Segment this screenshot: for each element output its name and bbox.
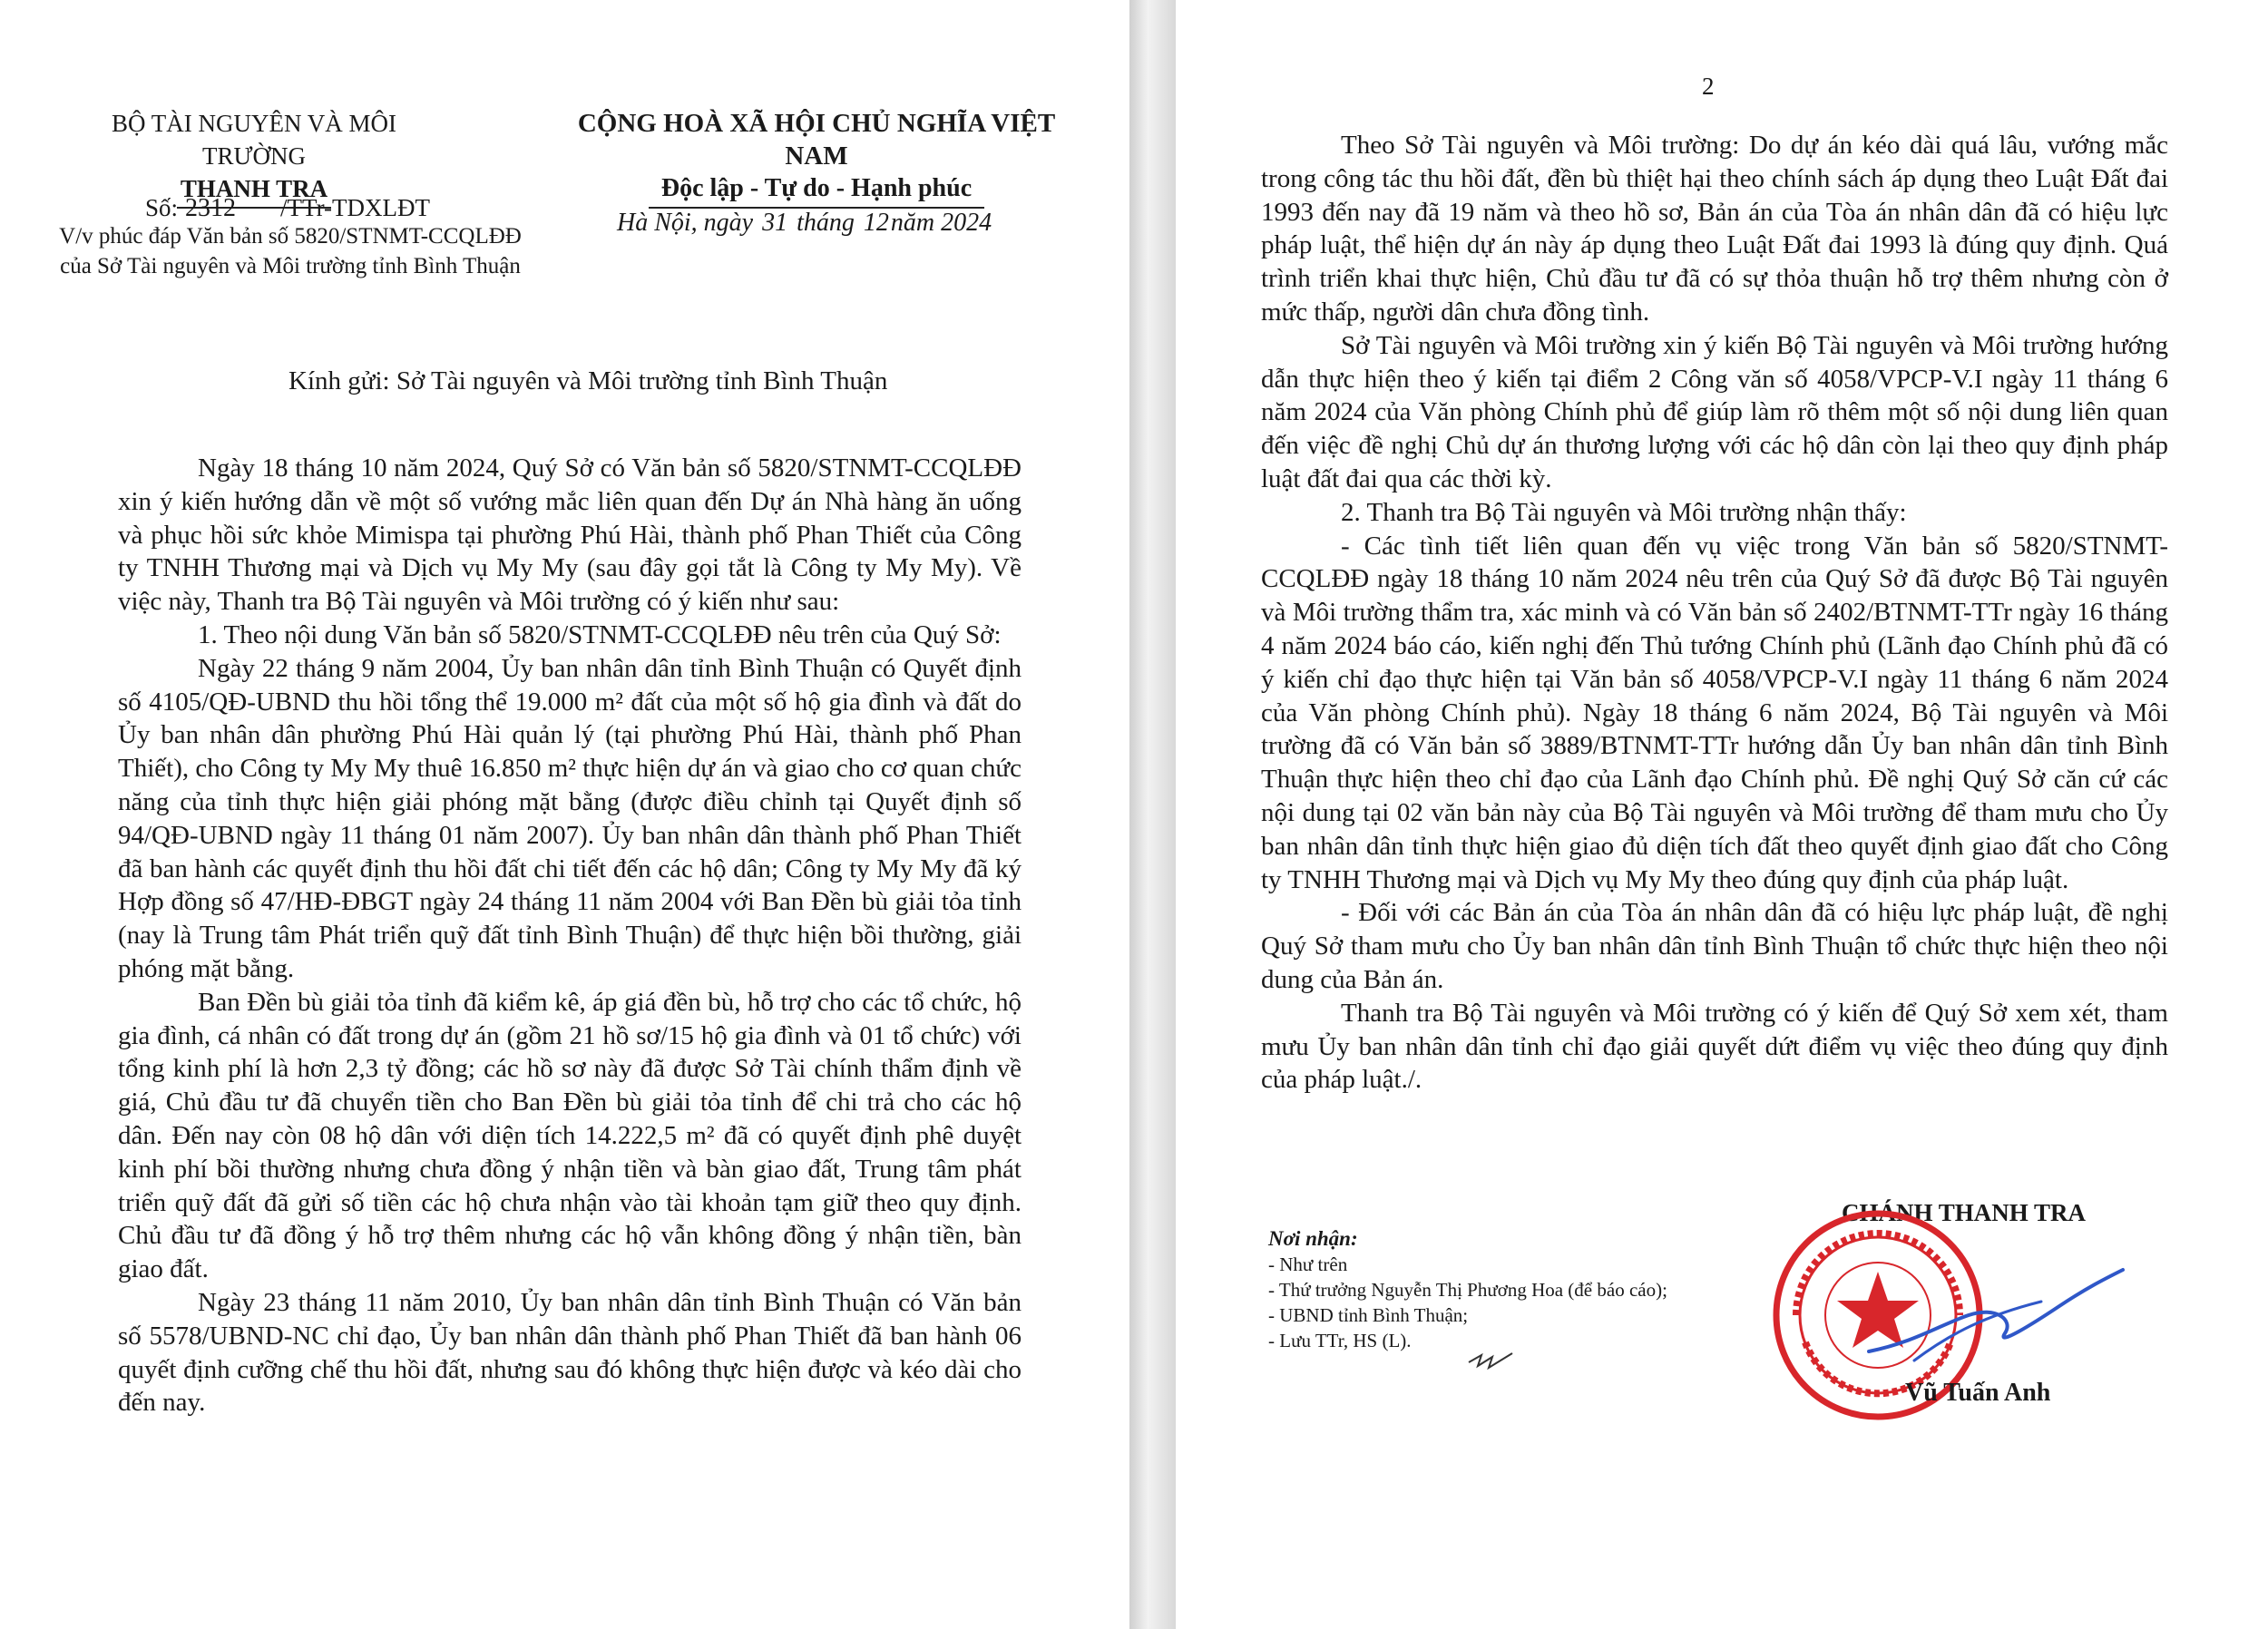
- paragraph: Ngày 22 tháng 9 năm 2004, Ủy ban nhân dân tỉnh Bình Thuận có Quyết định số 4105/QĐ-UBND thu hồi tổng thể 19.000 m² đất của một số hộ gia đình và đất do Ủy ban nhân dân phường Phú Hài quản lý (tại phường Phú Hài, thành phố Phan Thiết), cho Công ty My My thuê 16.850 m² thực hiện dự án và giao cho cơ quan chức năng của tỉnh thực hiện giải phóng mặt bằng (được điều chỉnh tại Quyết định số 94/QĐ-UBND ngày 11 tháng 01 năm 2007). Ủy ban nhân dân thành phố Phan Thiết đã ban hành các quyết định thu hồi đất chi tiết đến các hộ dân; Công ty My My đã ký Hợp đồng số 47/HĐ-ĐBGT ngày 24 tháng 11 năm 2004 với Ban Đền bù giải tỏa tỉnh (nay là Trung tâm Phát triển quỹ đất tỉnh Bình Thuận) để thực hiện bồi thường, giải phóng mặt bằng.: [118, 653, 1022, 983]
- page-number: 2: [1702, 73, 1715, 100]
- signer-title: CHÁNH THANH TRA: [1842, 1199, 2087, 1226]
- country-name: CỘNG HOÀ XÃ HỘI CHỦ NGHĨA VIỆT NAM: [577, 109, 1056, 171]
- date-month: 12: [863, 209, 889, 237]
- national-motto: Độc lập - Tự do - Hạnh phúc: [660, 174, 973, 202]
- paragraph: Theo Sở Tài nguyên và Môi trường: Do dự án kéo dài quá lâu, vướng mắc trong công tác thu hồi đất, đền bù thiệt hại theo chính sách áp dụng theo Luật Đất đai 1993 đến nay đã 19 năm và theo hồ sơ, Bản án của Tòa án nhân dân đã có hiệu lực pháp luật, thể hiện dự án này áp dụng theo Luật Đất đai 1993 là đúng quy định. Quá trình triển khai thực hiện, Chủ đầu tư đã có sự thỏa thuận hỗ trợ thêm nhưng còn ở mức thấp, người dân chưa đồng tình.: [1261, 131, 2168, 327]
- date-day: 31: [762, 209, 788, 237]
- doc-number-value: 2312: [185, 194, 237, 222]
- recipients-title: Nơi nhận:: [1268, 1227, 1358, 1250]
- paragraph: - Các tình tiết liên quan đến vụ việc trong Văn bản số 5820/STNMT-CCQLĐĐ ngày 18 tháng 10 năm 2024 nêu trên của Quý Sở đã được Bộ Tài nguyên và Môi trường thẩm tra, xác minh và có Văn bản số 2402/BTNMT-TTr ngày 16 tháng 4 năm 2024 báo cáo, kiến nghị đến Thủ tướng Chính phủ (Lãnh đạo Chính phủ đã có ý kiến chỉ đạo thực hiện tại Văn bản số 4058/VPCP-V.I ngày 11 tháng 6 năm 2024 của Văn phòng Chính phủ). Ngày 18 tháng 6 năm 2024, Bộ Tài nguyên và Môi trường đã có Văn bản số 3889/BTNMT-TTr hướng dẫn Ủy ban nhân dân tỉnh Bình Thuận thực hiện theo chỉ đạo của Lãnh đạo Chính phủ. Đề nghị Quý Sở căn cứ các nội dung tại 02 văn bản này của Bộ Tài nguyên và Môi trường để tham mưu cho Ủy ban nhân dân tỉnh thực hiện giao đủ diện tích đất theo quyết định giao đất cho Công ty TNHH Thương mại và Dịch vụ My My theo đúng quy định của pháp luật.: [1261, 531, 2168, 894]
- recipients-block: [1268, 1226, 1776, 1353]
- page-gutter: [1129, 0, 1176, 1629]
- doc-number-suffix: /TTr-TDXLĐT: [280, 194, 430, 221]
- recipient-item: - UBND tỉnh Bình Thuận;: [1268, 1304, 1469, 1326]
- issue-date: [617, 209, 992, 238]
- department-name: THANH TRA: [180, 175, 328, 202]
- signature-mark: [1860, 1252, 2132, 1379]
- date-year: năm 2024: [890, 209, 992, 237]
- document-number: [145, 192, 430, 224]
- recipient-item: - Thứ trưởng Nguyễn Thị Phương Hoa (để báo cáo);: [1268, 1279, 1667, 1301]
- date-month-word: tháng: [797, 209, 855, 237]
- paragraph: Thanh tra Bộ Tài nguyên và Môi trường có ý kiến để Quý Sở xem xét, tham mưu Ủy ban nhân dân tỉnh chỉ đạo giải quyết dứt điểm vụ việc theo đúng quy định của pháp luật./.: [1261, 998, 2168, 1095]
- ministry-name: BỘ TÀI NGUYÊN VÀ MÔI TRƯỜNG: [112, 110, 396, 170]
- page1-body: [118, 452, 1022, 1419]
- initials-mark: [1465, 1346, 1520, 1373]
- recipient-item: - Lưu TTr, HS (L).: [1268, 1330, 1412, 1351]
- document-subject: V/v phúc đáp Văn bản số 5820/STNMT-CCQLĐĐ của Sở Tài nguyên và Môi trường tỉnh Bình Thuận: [59, 224, 522, 278]
- recipient-item: - Như trên: [1268, 1253, 1348, 1275]
- greeting-line: Kính gửi: Sở Tài nguyên và Môi trường tỉnh Bình Thuận: [288, 366, 888, 395]
- paragraph: Ngày 18 tháng 10 năm 2024, Quý Sở có Văn bản số 5820/STNMT-CCQLĐĐ xin ý kiến hướng dẫn về một số vướng mắc liên quan đến Dự án Nhà hàng ăn uống và phục hồi sức khỏe Mimispa tại phường Phú Hài, thành phố Phan Thiết của Công ty TNHH Thương mại và Dịch vụ My My (sau đây gọi tắt là Công ty My My). Về việc này, Thanh tra Bộ Tài nguyên và Môi trường có ý kiến như sau:: [118, 454, 1022, 617]
- paragraph: 1. Theo nội dung Văn bản số 5820/STNMT-CCQLĐĐ nêu trên của Quý Sở:: [198, 619, 1002, 649]
- paragraph: - Đối với các Bản án của Tòa án nhân dân đã có hiệu lực pháp luật, đề nghị Quý Sở tham mưu cho Ủy ban nhân dân tỉnh Bình Thuận tổ chức thực hiện theo nội dung của Bản án.: [1261, 898, 2168, 994]
- paragraph: Ngày 23 tháng 11 năm 2010, Ủy ban nhân dân tỉnh Bình Thuận có Văn bản số 5578/UBND-NC chỉ đạo, Ủy ban nhân dân thành phố Phan Thiết đã ban hành 06 quyết định cưỡng chế thu hồi đất, nhưng sau đó không thực hiện được và kéo dài cho đến nay.: [118, 1287, 1022, 1418]
- signer-name: Vũ Tuấn Anh: [1905, 1379, 2051, 1407]
- page2-body: [1261, 129, 2168, 1097]
- paragraph: Ban Đền bù giải tỏa tỉnh đã kiểm kê, áp giá đền bù, hỗ trợ cho các tổ chức, hộ gia đình, cá nhân có đất trong dự án (gồm 21 hồ sơ/15 hộ gia đình và 01 tổ chức) với tổng kinh phí là hơn 2,3 tỷ đồng; các hồ sơ này đã được Sở Tài chính thẩm định về giá, Chủ đầu tư đã chuyển tiền cho Ban Đền bù giải tỏa tỉnh để chi trả cho các hộ dân. Đến nay còn 08 hộ dân với diện tích 14.222,5 m² đã có quyết định phê duyệt kinh phí bồi thường nhưng chưa đồng ý nhận tiền và bàn giao đất, Trung tâm phát triển quỹ đất đã gửi số tiền các hộ chưa nhận vào tài khoản tạm giữ theo quy định. Chủ đầu tư đã đồng ý hỗ trợ thêm nhưng các hộ vẫn không đồng ý nhận tiền, bàn giao đất.: [118, 987, 1022, 1284]
- document-page-1: [0, 0, 1129, 1629]
- paragraph: 2. Thanh tra Bộ Tài nguyên và Môi trường nhận thấy:: [1341, 497, 1907, 527]
- national-header: [544, 107, 1089, 209]
- doc-number-prefix: Số:: [145, 194, 179, 221]
- date-place: Hà Nội, ngày: [617, 209, 754, 237]
- paragraph: Sở Tài nguyên và Môi trường xin ý kiến Bộ Tài nguyên và Môi trường hướng dẫn thực hiện theo ý kiến tại điểm 2 Công văn số 4058/VPCP-V.I ngày 11 tháng 6 năm 2024 của Văn phòng Chính phủ để giúp làm rõ thêm một số nội dung liên quan đến việc đề nghị Chủ dự án thương lượng với các hộ dân còn lại theo quy định pháp luật đất đai qua các thời kỳ.: [1261, 330, 2168, 493]
